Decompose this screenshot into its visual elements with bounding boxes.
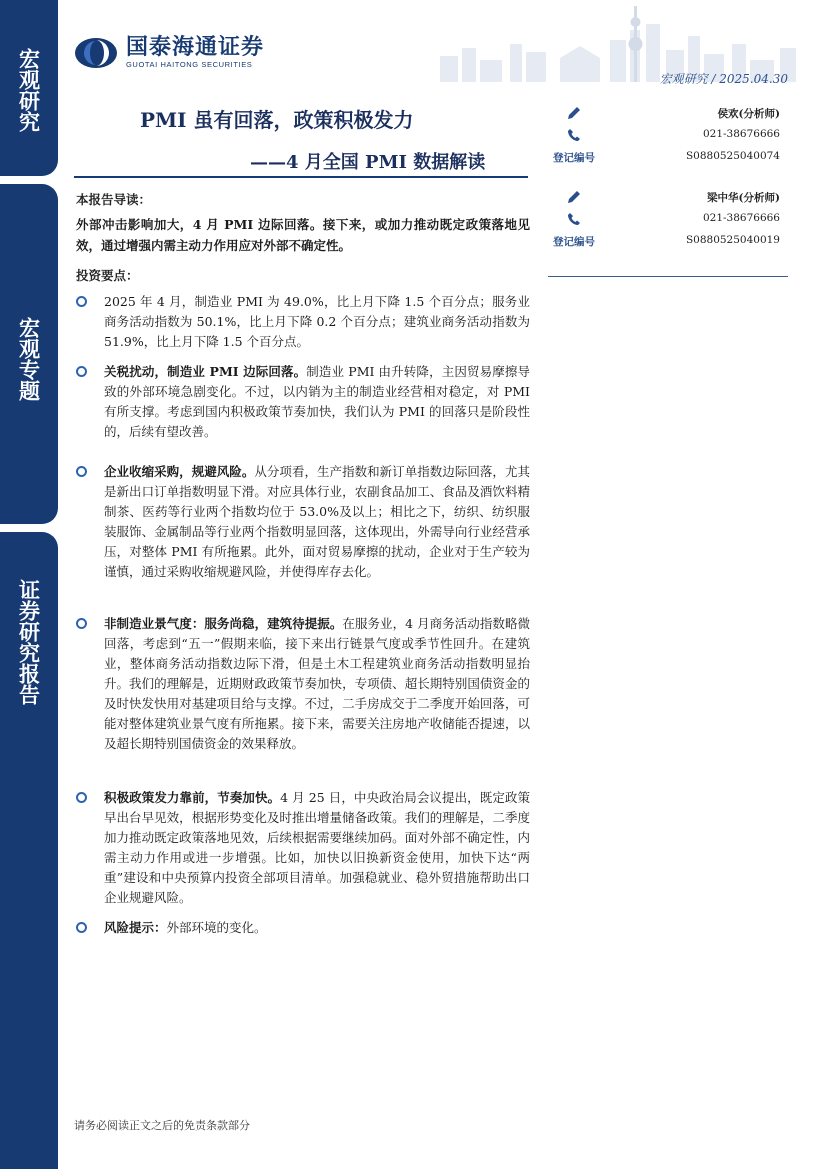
sidebar-label-macro-topic: 宏观专题 xyxy=(16,317,42,401)
point-text: 2025 年 4 月，制造业 PMI 为 49.0%，比上月下降 1.5 个百分点；服务业商务活动指数为 50.1%，比上月下降 0.2 个百分点；建筑业商务活动指数为 51.9%，比上月下降 1.5 个百分点。 xyxy=(104,294,530,349)
point-heading: 风险提示： xyxy=(104,920,167,935)
pen-icon xyxy=(567,190,581,204)
brand-logo-icon xyxy=(74,37,118,69)
point-heading: 企业收缩采购，规避风险。 xyxy=(104,464,255,479)
report-subtitle: ——4 月全国 PMI 数据解读 xyxy=(250,152,486,173)
brand-name-en: GUOTAI HAITONG SECURITIES xyxy=(126,60,253,69)
sidebar-label-securities-report: 证券研究报告 xyxy=(16,579,42,705)
bullet-icon xyxy=(76,792,87,803)
analyst-card xyxy=(548,190,788,280)
point-text: 外部环境的变化。 xyxy=(166,920,267,935)
sidebar-block-bottom xyxy=(0,532,58,1169)
pen-icon xyxy=(567,106,581,120)
sidebar-label-macro-research: 宏观研究 xyxy=(16,48,42,132)
analyst-divider xyxy=(548,276,788,277)
bullet-icon xyxy=(76,922,87,933)
bullet-icon xyxy=(76,366,87,377)
analyst-phone: 021-38676666 xyxy=(702,212,780,224)
report-title: PMI 虽有回落，政策积极发力 xyxy=(140,108,414,132)
point-text: 从分项看，生产指数和新订单指数边际回落，尤其是新出口订单指数明显下滑。对应具体行业，农副食品加工、食品及酒饮料精制茶、医药等行业两个指数均位于 53.0%及以上；相比之下，纺织、纺织服装服饰、金属制品等行业两个指数明显回落，这体现出，外需导向行业经营承压，对整体 PMI 有所拖累。此外，面对贸易摩擦的扰动，企业对于生产较为谨慎，通过采购收缩规避风险，并使得库存去化。 xyxy=(104,464,530,579)
analyst-name: 梁中华(分析师) xyxy=(707,192,780,204)
point-heading: 关税扰动，制造业 PMI 边际回落。 xyxy=(104,364,307,379)
analyst-name: 侯欢(分析师) xyxy=(717,108,780,120)
sidebar-block-middle xyxy=(0,184,58,524)
footer-disclaimer: 请务必阅读正文之后的免责条款部分 xyxy=(74,1119,250,1132)
point-text: 制造业 PMI 由升转降，主因贸易摩擦导致的外部环境急剧变化。不过，以内销为主的制造业经营相对稳定，对 PMI 有所支撑。考虑到国内积极政策节奏加快，我们认为 PMI 的回落只是阶段性的，后续有望改善。 xyxy=(104,364,530,439)
bullet-icon xyxy=(76,466,87,477)
title-divider xyxy=(74,176,528,178)
brand-name-cn: 国泰海通证券 xyxy=(126,35,265,60)
phone-icon xyxy=(567,212,581,226)
point-heading: 非制造业景气度：服务尚稳，建筑待提振。 xyxy=(104,616,343,631)
point-text: 在服务业，4 月商务活动指数略微回落，考虑到“五一”假期来临，接下来出行链景气度或季节性回升。在建筑业，整体商务活动指数边际下滑，但是土木工程建筑业商务活动指数明显抬升。我们的理解是，近期财政政策节奏加快，专项债、超长期特别国债资金的及时快发快用对基建项目给与支撑。不过，二手房成交于二季度开始回落，可能对整体建筑业景气度有所拖累。接下来，需要关注房地产收储能否提速，以及超长期特别国债资金的效果释放。 xyxy=(104,616,530,751)
registration-number: S0880525040074 xyxy=(685,150,780,162)
registration-label: 登记编号 xyxy=(553,152,595,164)
registration-number: S0880525040019 xyxy=(685,234,780,246)
point-text: 4 月 25 日，中央政治局会议提出，既定政策早出台早见效，根据形势变化及时推出增量储备政策。我们的理解是，二季度加力推动既定政策落地见效，后续根据需要继续加码。面对外部不确定性，内需主动力作用或进一步增强。比如，加快以旧换新资金使用，加快下达“两重”建设和中央预算内投资全部项目清单。加强稳就业、稳外贸措施帮助出口企业规避风险。 xyxy=(104,790,530,905)
guide-heading: 本报告导读： xyxy=(76,192,152,207)
phone-icon xyxy=(567,128,581,142)
bullet-icon xyxy=(76,296,87,307)
registration-label: 登记编号 xyxy=(553,236,595,248)
sidebar-block-top xyxy=(0,0,58,176)
guide-text: 外部冲击影响加大，4 月 PMI 边际回落。接下来，或加力推动既定政策落地见效，通过增强内需主动力作用应对外部不确定性。 xyxy=(76,217,530,253)
bullet-icon xyxy=(76,618,87,629)
brand-logo xyxy=(74,36,264,69)
points-heading: 投资要点： xyxy=(76,268,139,283)
report-category-date: 宏观研究 / 2025.04.30 xyxy=(659,72,788,86)
point-heading: 积极政策发力靠前，节奏加快。 xyxy=(104,790,281,805)
analyst-phone: 021-38676666 xyxy=(702,128,780,140)
